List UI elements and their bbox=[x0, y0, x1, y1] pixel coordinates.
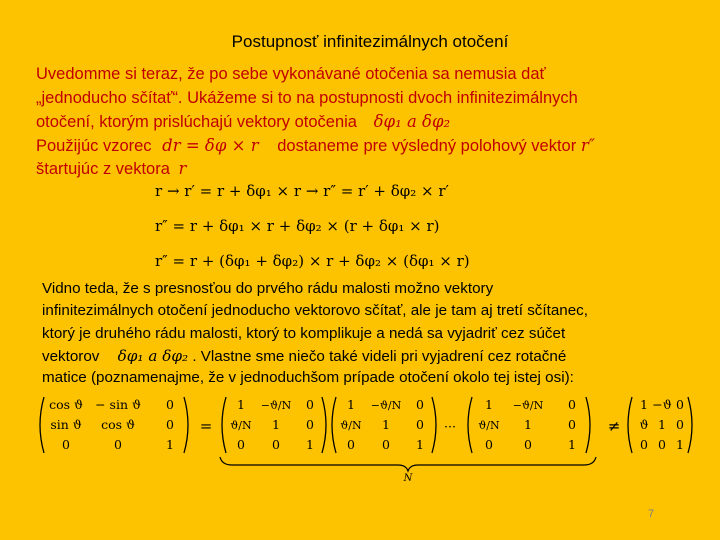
rhs-cell-0-2: 0 bbox=[676, 397, 684, 412]
intro-line-5-text: štartujúc z vektora bbox=[36, 160, 170, 178]
rhs-cell-2-2: 1 bbox=[676, 437, 684, 452]
brace-label-n: N bbox=[403, 473, 413, 483]
factor2-cell-0-0: 1 bbox=[347, 397, 355, 412]
factor2-cell-0-2: 0 bbox=[416, 397, 424, 412]
intro-line-4-start: Použijúc vzorec bbox=[36, 136, 152, 155]
factor2-cell-2-0: 0 bbox=[347, 437, 355, 452]
equals-sign: = bbox=[199, 417, 213, 435]
factorn-cell-2-2: 1 bbox=[568, 437, 576, 452]
paragraph-line-2: infinitezimálnych otočení jednoducho vektorovo sčítať, ale je tam aj tretí sčítanec, bbox=[42, 302, 588, 320]
rhs-cell-1-0: ϑ bbox=[639, 417, 649, 432]
intro-line-4 bbox=[36, 134, 595, 159]
rhs-cell-2-0: 0 bbox=[640, 437, 648, 452]
lhs-cell-2-0: 0 bbox=[62, 437, 70, 452]
equation-1: r → r′ = r + δφ₁ × r → r″ = r′ + δφ₂ × r′ bbox=[155, 182, 449, 200]
factor1-cell-0-2: 0 bbox=[306, 397, 314, 412]
intro-line-3 bbox=[36, 110, 450, 135]
rhs-matrix bbox=[628, 397, 692, 453]
factor1-cell-2-0: 0 bbox=[237, 437, 245, 452]
factorn-cell-1-2: 0 bbox=[568, 417, 576, 432]
factorn-cell-0-1: −ϑ/N bbox=[512, 399, 544, 412]
factor2-cell-1-0: ϑ/N bbox=[340, 419, 362, 432]
factorn-cell-1-1: 1 bbox=[524, 417, 532, 432]
factorn-cell-2-0: 0 bbox=[485, 437, 493, 452]
intro-line-1: Uvedomme si teraz, že po sebe vykonávané otočenia sa nemusia dať bbox=[36, 65, 546, 83]
factor1-cell-0-1: −ϑ/N bbox=[260, 399, 292, 412]
intro-vector-r: r bbox=[178, 159, 187, 178]
paragraph-line-3: ktorý je druhého rádu malosti, ktorý to komplikuje a nedá sa vyjadriť cez súčet bbox=[42, 324, 566, 342]
lhs-cell-1-1: cos ϑ bbox=[101, 417, 135, 432]
factor-matrix-n bbox=[468, 397, 590, 453]
lhs-cell-1-2: 0 bbox=[166, 417, 174, 432]
factor1-cell-1-1: 1 bbox=[272, 417, 280, 432]
factorn-cell-0-0: 1 bbox=[485, 397, 493, 412]
factor1-cell-0-0: 1 bbox=[237, 397, 245, 412]
lhs-cell-1-0: sin ϑ bbox=[50, 417, 82, 432]
page-number: 7 bbox=[648, 508, 655, 520]
rhs-cell-1-2: 0 bbox=[676, 417, 684, 432]
factor1-cell-1-2: 0 bbox=[306, 417, 314, 432]
underbrace bbox=[220, 457, 596, 471]
factor2-cell-1-2: 0 bbox=[416, 417, 424, 432]
factorn-cell-0-2: 0 bbox=[568, 397, 576, 412]
lhs-matrix bbox=[40, 397, 188, 453]
factor-matrix-1 bbox=[222, 397, 326, 453]
rhs-cell-2-1: 0 bbox=[658, 437, 666, 452]
intro-vector-r-double-prime: r″ bbox=[580, 135, 595, 155]
slide-title: Postupnosť infinitezimálnych otočení bbox=[231, 32, 509, 51]
paragraph-line-4-end: . Vlastne sme niečo také videli pri vyjadrení cez rotačné bbox=[192, 347, 567, 365]
equation-3: r″ = r + (δφ₁ + δφ₂) × r + δφ₂ × (δφ₁ × r) bbox=[155, 252, 470, 270]
intro-line-4-end: dostaneme pre výsledný polohový vektor bbox=[277, 136, 577, 155]
factor2-cell-0-1: −ϑ/N bbox=[370, 399, 402, 412]
factor-matrix-2 bbox=[332, 397, 436, 453]
intro-line-3-text: otočení, ktorým prislúchajú vektory otočenia bbox=[36, 113, 357, 131]
factor2-cell-2-1: 0 bbox=[382, 437, 390, 452]
lhs-cell-2-1: 0 bbox=[114, 437, 122, 452]
factor1-cell-2-2: 1 bbox=[306, 437, 314, 452]
factorn-cell-1-0: ϑ/N bbox=[478, 419, 500, 432]
factorn-cell-2-1: 0 bbox=[524, 437, 532, 452]
ellipsis: ··· bbox=[444, 419, 456, 434]
factor1-cell-1-0: ϑ/N bbox=[230, 419, 252, 432]
rhs-cell-0-1: −ϑ bbox=[652, 397, 672, 412]
lhs-cell-2-2: 1 bbox=[166, 437, 174, 452]
matrix-equation bbox=[36, 393, 696, 483]
factor1-cell-2-1: 0 bbox=[272, 437, 280, 452]
intro-formula: dr = δφ × r bbox=[162, 135, 259, 155]
factor2-cell-2-2: 1 bbox=[416, 437, 424, 452]
equation-2: r″ = r + δφ₁ × r + δφ₂ × (r + δφ₁ × r) bbox=[155, 217, 440, 235]
intro-rotation-vectors: δφ₁ a δφ₂ bbox=[373, 112, 451, 131]
rhs-cell-0-0: 1 bbox=[640, 397, 648, 412]
vector-equations bbox=[155, 178, 515, 278]
not-equal-sign: ≠ bbox=[607, 417, 621, 435]
lhs-cell-0-0: cos ϑ bbox=[49, 397, 83, 412]
intro-line-2: „jednoducho sčítať“. Ukážeme si to na postupnosti dvoch infinitezimálnych bbox=[36, 88, 578, 107]
rhs-cell-1-1: 1 bbox=[658, 417, 666, 432]
paragraph-line-4 bbox=[42, 345, 566, 368]
lhs-cell-0-2: 0 bbox=[166, 397, 174, 412]
paragraph-line-1: Vidno teda, že s presnosťou do prvého rádu malosti možno vektory bbox=[42, 280, 494, 297]
factor2-cell-1-1: 1 bbox=[382, 417, 390, 432]
paragraph-line-4-start: vektorov bbox=[42, 347, 100, 365]
paragraph-line-5: matice (poznamenajme, že v jednoduchšom prípade otočení okolo tej istej osi): bbox=[42, 369, 574, 387]
lhs-cell-0-1: − sin ϑ bbox=[95, 397, 141, 412]
paragraph-rotation-vectors: δφ₁ a δφ₂ bbox=[117, 346, 189, 365]
